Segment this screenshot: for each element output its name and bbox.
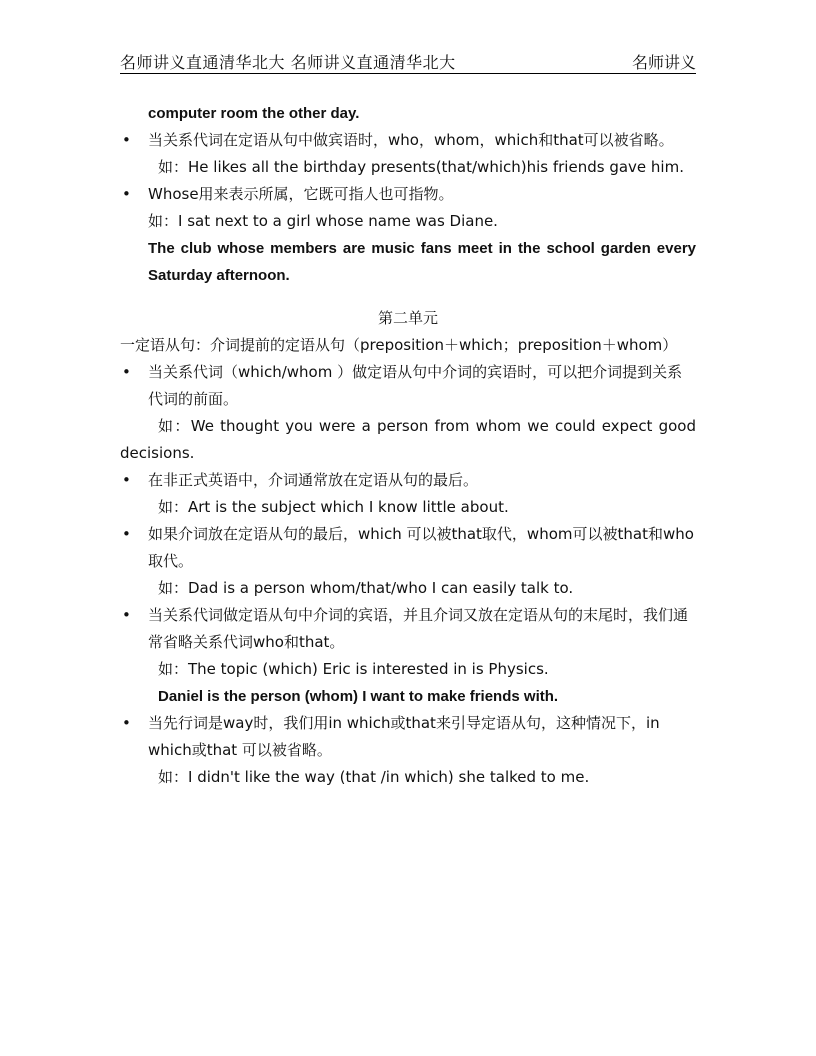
example-line: 如：The topic (which) Eric is interested in is Physics. xyxy=(158,660,549,678)
header-right: 名师讲义 xyxy=(631,53,696,72)
bullet-item xyxy=(120,521,696,575)
bullet-icon: • xyxy=(122,363,131,381)
bullet-text: 如果介词放在定语从句的最后，which 可以被that取代，whom可以被that和who取代。 xyxy=(148,525,694,570)
document-body xyxy=(120,100,696,791)
bullet-text: Whose用来表示所属，它既可指人也可指物。 xyxy=(148,185,454,203)
bullet-item xyxy=(120,359,696,413)
bullet-item xyxy=(120,181,696,208)
bullet-icon: • xyxy=(122,714,131,732)
bullet-item xyxy=(120,710,696,764)
bullet-icon: • xyxy=(122,185,131,203)
bullet-text: 当先行词是way时，我们用in which或that来引导定语从句，这种情况下，in which或that 可以被省略。 xyxy=(148,714,660,759)
bullet-icon: • xyxy=(122,471,131,489)
bullet-item xyxy=(120,467,696,494)
continued-line: computer room the other day. xyxy=(148,105,360,122)
example-line: 如：I sat next to a girl whose name was Diane. xyxy=(148,212,498,230)
example-line: The club whose members are music fans meet in the school garden every Saturday afternoon. xyxy=(148,240,696,284)
header-left: 名师讲义直通清华北大 名师讲义直通清华北大 xyxy=(120,53,456,72)
example-line: 如：I didn't like the way (that /in which) she talked to me. xyxy=(158,768,590,786)
example-line: Daniel is the person (whom) I want to make friends with. xyxy=(158,688,559,705)
example-line: 如：Dad is a person whom/that/who I can easily talk to. xyxy=(158,579,574,597)
bullet-text: 当关系代词在定语从句中做宾语时，who，whom，which和that可以被省略。 xyxy=(148,131,674,149)
bullet-item xyxy=(120,127,696,154)
bullet-icon: • xyxy=(122,525,131,543)
bullet-text: 在非正式英语中，介词通常放在定语从句的最后。 xyxy=(148,471,479,489)
bullet-icon: • xyxy=(122,131,131,149)
section-intro: 一定语从句：介词提前的定语从句（preposition＋which；preposition＋whom） xyxy=(120,336,678,354)
bullet-text: 当关系代词（which/whom ）做定语从句中介词的宾语时，可以把介词提到关系代词的前面。 xyxy=(148,363,683,408)
example-line: 如：We thought you were a person from whom we could expect good decisions. xyxy=(120,417,696,462)
bullet-text: 当关系代词做定语从句中介词的宾语，并且介词又放在定语从句的末尾时，我们通常省略关系代词who和that。 xyxy=(148,606,689,651)
example-line: 如：He likes all the birthday presents(that/which)his friends gave him. xyxy=(158,158,684,176)
section-title: 第二单元 xyxy=(377,309,438,327)
example-line: 如：Art is the subject which I know little about. xyxy=(158,498,509,516)
header-rule xyxy=(120,73,696,74)
bullet-icon: • xyxy=(122,606,131,624)
bullet-item xyxy=(120,602,696,656)
